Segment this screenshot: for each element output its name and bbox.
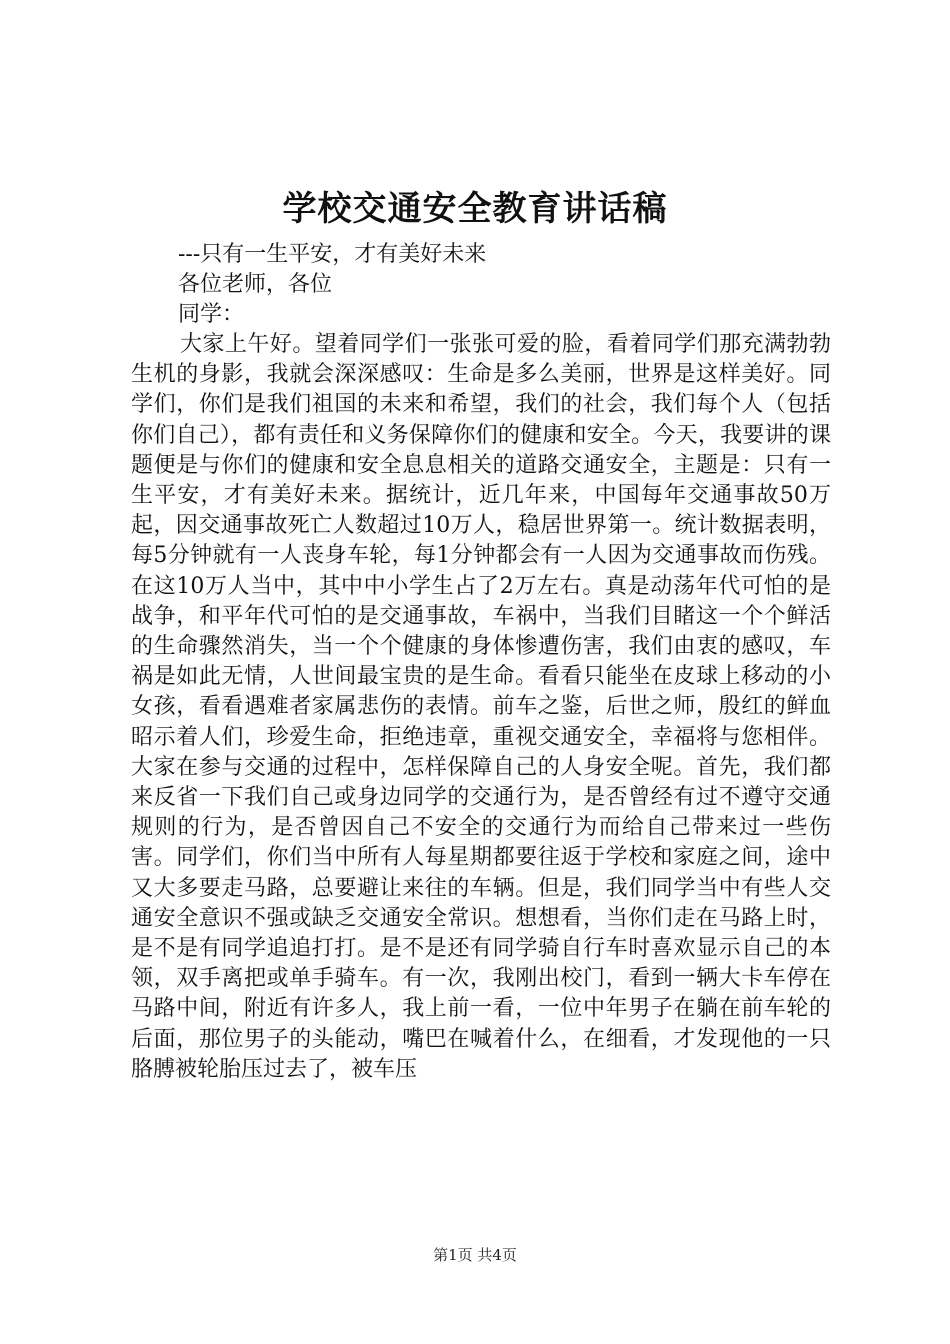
salutation-line-1: 各位老师，各位: [178, 272, 333, 297]
document-title: 学校交通安全教育讲话稿: [282, 189, 668, 229]
salutation-line-2: 同学：: [178, 302, 245, 327]
page-number-footer: 第1页 共4页: [433, 1246, 517, 1264]
speech-body-paragraph: 大家上午好。望着同学们一张张可爱的脸，看着同学们那充满勃勃生机的身影，我就会深深感叹：生命是多么美丽，世界是这样美好。同学们，你们是我们祖国的未来和希望，我们的社会，我们每个人（包括你们自己），都有责任和义务保障你们的健康和安全。今天，我要讲的课题便是与你们的健康和安全息息相关的道路交通安全，主题是：只有一生平安，才有美好未来。据统计，近几年来，中国每年交通事故50万起，因交通事故死亡人数超过10万人，稳居世界第一。统计数据表明，每5分钟就有一人丧身车轮，每1分钟都会有一人因为交通事故而伤残。在这10万人当中，其中中小学生占了2万左右。真是动荡年代可怕的是战争，和平年代可怕的是交通事故，车祸中，当我们目睹这一个个鲜活的生命骤然消失，当一个个健康的身体惨遭伤害，我们由衷的感叹，车祸是如此无情，人世间最宝贵的是生命。看看只能坐在皮球上移动的小女孩，看看遇难者家属悲伤的表情。前车之鉴，后世之师，殷红的鲜血昭示着人们，珍爱生命，拒绝违章，重视交通安全，幸福将与您相伴。大家在参与交通的过程中，怎样保障自己的人身安全呢。首先，我们都来反省一下我们自己或身边同学的交通行为，是否曾经有过不遵守交通规则的行为，是否曾因自己不安全的交通行为而给自己带来过一些伤害。同学们，你们当中所有人每星期都要往返于学校和家庭之间，途中又大多要走马路，总要避让来往的车辆。但是，我们同学当中有些人交通安全意识不强或缺乏交通安全常识。想想看，当你们走在马路上时，是不是有同学追追打打。是不是还有同学骑自行车时喜欢显示自己的本领，双手离把或单手骑车。有一次，我刚出校门，看到一辆大卡车停在马路中间，附近有许多人，我上前一看，一位中年男子在躺在前车轮的后面，那位男子的头能动，嘴巴在喊着什么，在细看，才发现他的一只胳膊被轮胎压过去了，被车压: [131, 332, 831, 1082]
document-subtitle: ---只有一生平安，才有美好未来: [178, 242, 487, 267]
